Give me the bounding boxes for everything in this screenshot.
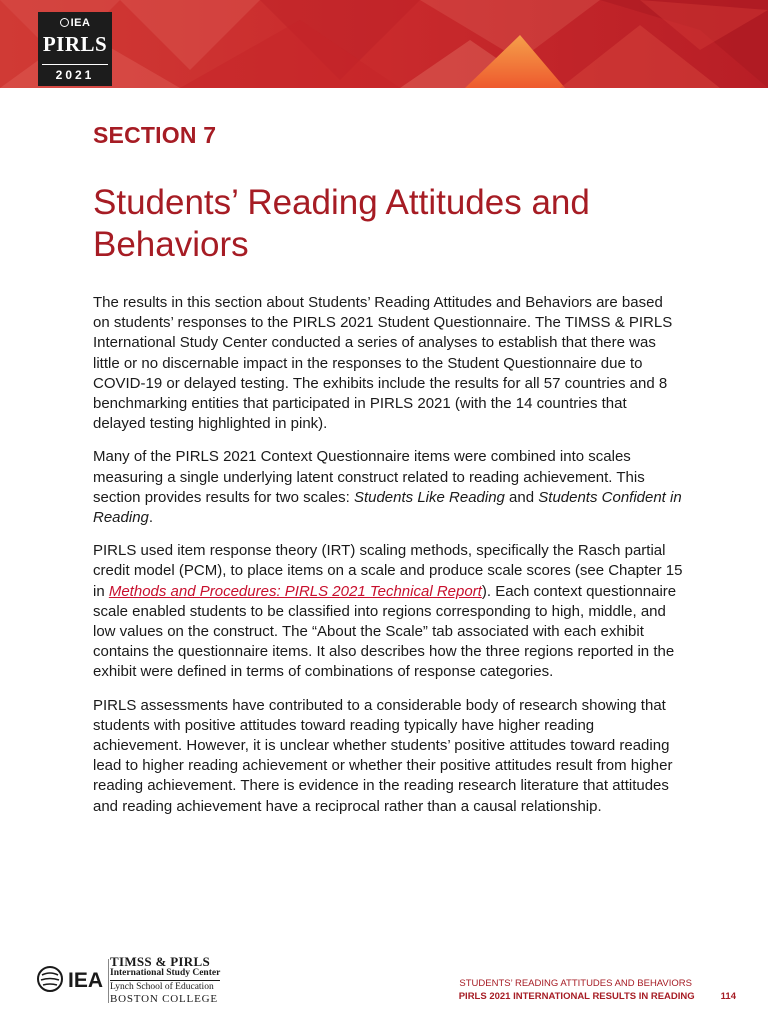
page-footer — [459, 977, 736, 1003]
paragraph-1: The results in this section about Students’ Reading Attitudes and Behaviors are based on students’ responses to the PIRLS 2021 Student Questionnaire. The TIMSS & PIRLS International Study Center conducted a series of analyses to establish that there was little or no discernable impact in the responses to the Student Questionnaire due to COVID-19 or delayed testing. The exhibits include the results for all 57 countries and 8 benchmarking entities that participated in PIRLS 2021 (with the 14 countries that delayed testing highlighted in pink). — [93, 294, 673, 433]
footer-center-line3: Lynch School of Education — [110, 980, 220, 993]
paragraph-4: PIRLS assessments have contributed to a considerable body of research showing that students with positive attitudes toward reading typically have higher reading achievement. However, it is unclear whether students’ positive attitudes toward reading lead to higher reading achievement or whether their positive attitudes result from higher reading achievement. There is evidence in the reading research literature that attitudes and reading achievement have a reciprocal rather than a causal relationship. — [93, 696, 673, 815]
p3-text-after: ). Each context questionnaire scale enabled students to be classified into regions corresponding to high, middle, and low values on the construct. The “About the Scale” tab associated with each exhibit contains the questionnaire items. It also describes how the three regions reported in the exhibit were defined in terms of combinations of response categories. — [93, 582, 677, 681]
header-banner — [0, 0, 768, 88]
logo-org: IEA — [70, 17, 91, 29]
p2-text-and: and — [504, 488, 539, 506]
footer-logo-divider — [108, 959, 109, 1003]
footer-center-line2: International Study Center — [110, 968, 221, 978]
body-text — [93, 293, 683, 830]
pirls-logo — [38, 12, 112, 86]
running-head: STUDENTS’ READING ATTITUDES AND BEHAVIORS — [459, 978, 692, 989]
iea-logo-text — [38, 17, 112, 29]
footer-center-line1: TIMSS & PIRLS — [110, 954, 210, 969]
footer-center-line4: BOSTON COLLEGE — [110, 993, 218, 1005]
footer-center-name — [110, 955, 220, 1006]
publication-title: PIRLS 2021 INTERNATIONAL RESULTS IN READING — [458, 991, 695, 1002]
logo-divider — [42, 64, 108, 65]
page-number: 114 — [720, 991, 736, 1002]
paragraph-3 — [93, 541, 683, 682]
logo-year: 2021 — [55, 68, 95, 82]
paragraph-2 — [93, 447, 683, 528]
iea-globe-icon — [36, 965, 64, 993]
page-title: Students’ Reading Attitudes and Behaviors — [93, 183, 590, 264]
p2-text-after: . — [148, 509, 154, 527]
banner-graphic — [0, 0, 768, 88]
publication-line — [459, 990, 736, 1003]
p2-text-before: Many of the PIRLS 2021 Context Questionnaire items were combined into scales measuring a single underlying latent construct related to reading achievement. This section provides results for two scales: — [93, 448, 645, 506]
technical-report-link[interactable]: Methods and Procedures: PIRLS 2021 Technical Report — [108, 582, 482, 600]
section-label: SECTION 7 — [93, 122, 217, 148]
p3-text-before: PIRLS used item response theory (IRT) scaling methods, specifically the Rasch partial credit model (PCM), to place items on a scale and produce scale scores (see Chapter 15 in — [93, 542, 683, 600]
footer-logo — [36, 955, 236, 1007]
footer-iea-text: IEA — [68, 969, 104, 992]
scale-name-confident-reading: Students Confident in Reading — [93, 488, 682, 527]
logo-program: PIRLS — [42, 32, 108, 56]
scale-name-like-reading: Students Like Reading — [353, 488, 505, 506]
iea-globe-icon — [60, 18, 69, 27]
